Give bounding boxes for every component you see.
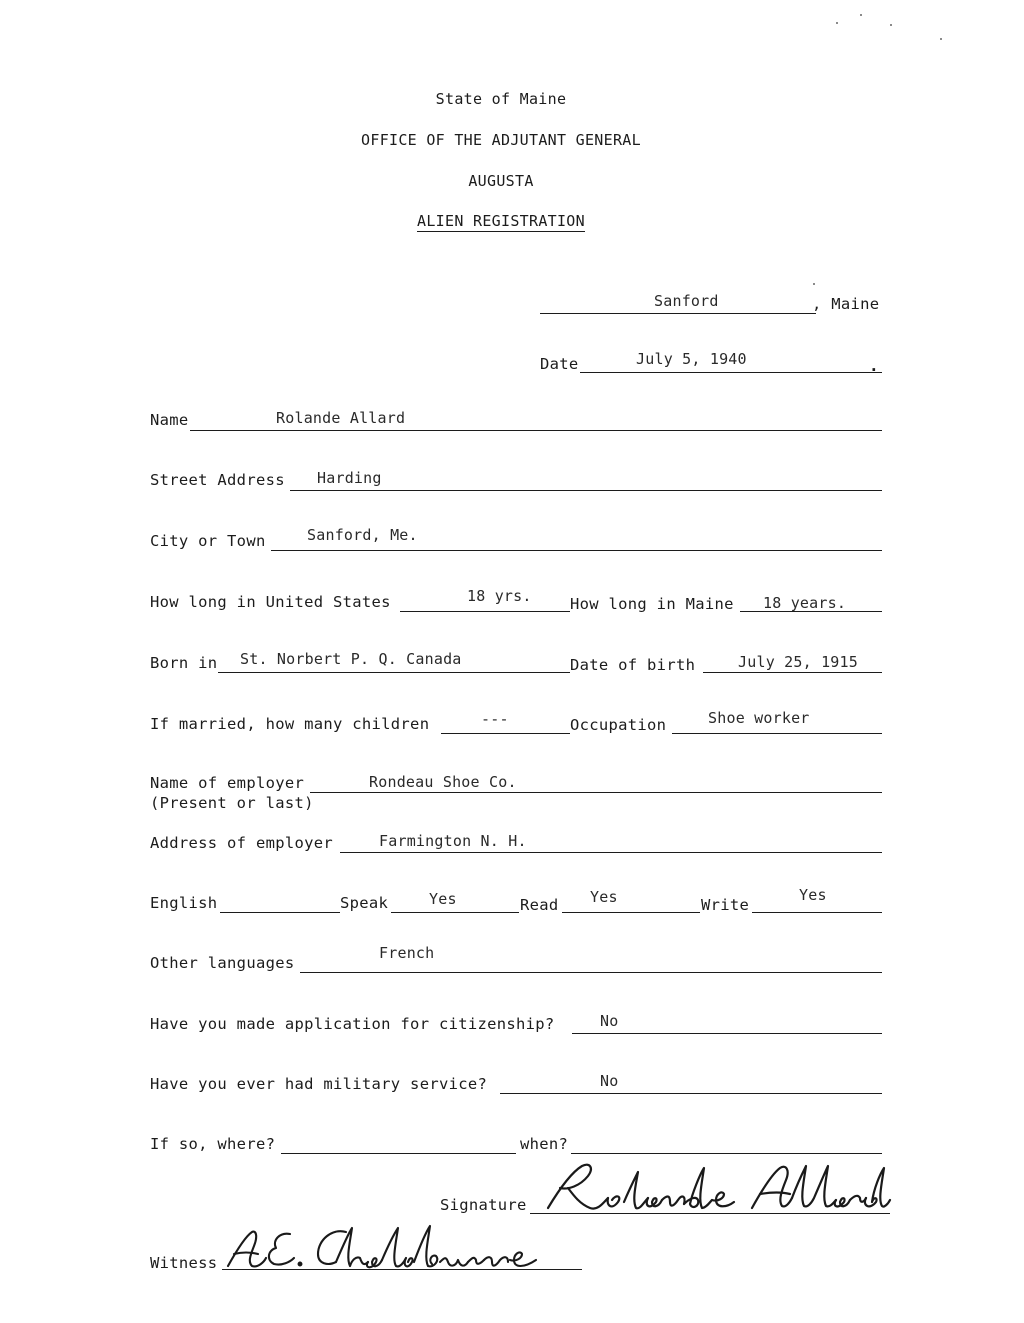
date-of-birth-line (703, 672, 882, 673)
citizenship-label: Have you made application for citizenship? (150, 1015, 555, 1033)
military-service-label: Have you ever had military service? (150, 1075, 488, 1093)
read-value: Yes (590, 888, 618, 906)
witness-handwriting (218, 1218, 578, 1274)
children-value: --- (481, 710, 509, 728)
city-value: Sanford, Me. (307, 526, 418, 544)
state-suffix-label: , Maine (812, 295, 880, 313)
city-line (271, 550, 882, 551)
english-line (220, 912, 340, 913)
town-line (540, 313, 816, 314)
military-service-value: No (600, 1072, 619, 1090)
citizenship-line (572, 1033, 882, 1034)
signature-handwriting (520, 1158, 900, 1220)
header-state: State of Maine (435, 90, 567, 108)
name-line (190, 430, 882, 431)
military-service-line (500, 1093, 882, 1094)
occupation-value: Shoe worker (708, 709, 810, 727)
when-label: when? (520, 1135, 569, 1153)
employer-name-line (310, 792, 882, 793)
signature-label: Signature (440, 1196, 527, 1214)
date-period: . (869, 356, 879, 375)
read-line (562, 912, 700, 913)
form-title: ALIEN REGISTRATION (417, 212, 585, 230)
born-in-value: St. Norbert P. Q. Canada (240, 650, 462, 668)
town-value: Sanford (654, 292, 719, 310)
write-value: Yes (799, 886, 827, 904)
occupation-label: Occupation (570, 716, 667, 734)
children-line (441, 733, 570, 734)
scan-speck (940, 38, 942, 40)
how-long-maine-value: 18 years. (763, 594, 847, 612)
english-label: English (150, 894, 218, 912)
children-label: If married, how many children (150, 715, 430, 733)
employer-name-value: Rondeau Shoe Co. (369, 773, 517, 791)
if-so-where-label: If so, where? (150, 1135, 276, 1153)
date-of-birth-value: July 25, 1915 (738, 653, 858, 671)
how-long-us-value: 18 yrs. (467, 587, 532, 605)
when-line (571, 1153, 882, 1154)
other-languages-value: French (379, 944, 435, 962)
employer-address-label: Address of employer (150, 834, 334, 852)
scan-speck (813, 283, 815, 285)
employer-name-sublabel: (Present or last) (150, 794, 314, 812)
occupation-line (672, 733, 882, 734)
write-label: Write (701, 896, 750, 914)
write-line (752, 912, 882, 913)
employer-address-value: Farmington N. H. (379, 832, 527, 850)
other-languages-line (300, 972, 882, 973)
date-of-birth-label: Date of birth (570, 656, 696, 674)
scan-speck (860, 14, 862, 16)
date-line (580, 372, 882, 373)
employer-address-line (340, 852, 882, 853)
speak-label: Speak (340, 894, 389, 912)
how-long-us-label: How long in United States (150, 593, 391, 611)
name-value: Rolande Allard (276, 409, 406, 427)
speak-value: Yes (429, 890, 457, 908)
read-label: Read (520, 896, 559, 914)
scan-speck (836, 22, 838, 24)
employer-name-label: Name of employer (150, 774, 305, 792)
city-label: City or Town (150, 532, 266, 550)
if-so-where-line (281, 1153, 516, 1154)
date-value: July 5, 1940 (636, 350, 747, 368)
speak-line (391, 912, 519, 913)
born-in-label: Born in (150, 654, 218, 672)
street-address-value: Harding (317, 469, 382, 487)
header-office: OFFICE OF THE ADJUTANT GENERAL (361, 131, 641, 149)
how-long-us-line (400, 611, 570, 612)
name-label: Name (150, 411, 189, 429)
street-address-line (290, 490, 882, 491)
other-languages-label: Other languages (150, 954, 295, 972)
street-address-label: Street Address (150, 471, 285, 489)
citizenship-value: No (600, 1012, 619, 1030)
date-label: Date (540, 355, 579, 373)
born-in-line (218, 672, 570, 673)
header-city: AUGUSTA (468, 172, 534, 190)
scan-speck (890, 24, 892, 26)
how-long-maine-label: How long in Maine (570, 595, 734, 613)
witness-label: Witness (150, 1254, 218, 1272)
